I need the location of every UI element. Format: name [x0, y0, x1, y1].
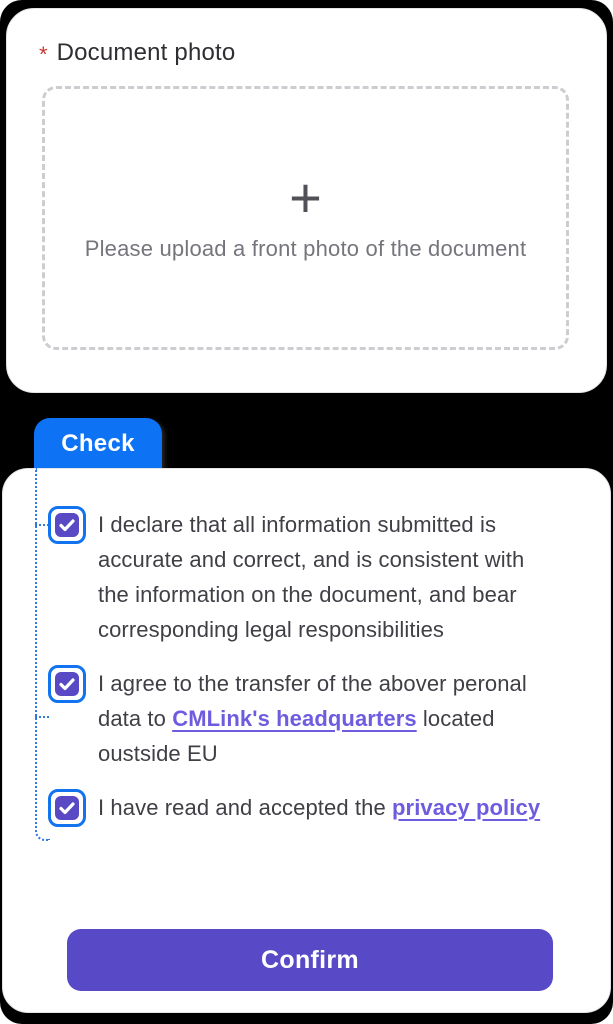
checkbox-label	[98, 665, 558, 771]
checkbox-row-declaration	[48, 506, 562, 647]
label-text: I agree to the transfer of the abover peronal data to	[98, 671, 527, 731]
checklist-rows	[48, 506, 562, 827]
transfer-checkbox[interactable]	[48, 665, 86, 703]
checkbox-row-privacy	[48, 789, 562, 827]
required-asterisk: *	[39, 42, 48, 67]
document-photo-label: Document photo	[56, 39, 236, 66]
checkbox-fill	[55, 672, 79, 696]
checkbox-fill	[55, 796, 79, 820]
privacy-checkbox[interactable]	[48, 789, 86, 827]
check-tab-label: Check	[61, 429, 135, 457]
link-privacy-policy[interactable]: privacy policy	[392, 795, 541, 820]
upload-hint: Please upload a front photo of the document	[84, 236, 527, 261]
label-text: I declare that all information submitted is accurate and correct, and is consistent with the information on the document, and bear corresponding legal responsibilities	[98, 512, 525, 642]
connector-stub	[35, 524, 49, 526]
upload-dropzone[interactable]	[42, 86, 569, 350]
checkbox-row-transfer	[48, 665, 562, 771]
checkmark-icon	[59, 802, 75, 815]
document-photo-card	[6, 8, 607, 393]
confirm-button-label: Confirm	[261, 945, 359, 974]
checkbox-label	[98, 789, 540, 825]
checkbox-label	[98, 506, 558, 647]
plus-icon: +	[289, 166, 322, 229]
declaration-checkbox[interactable]	[48, 506, 86, 544]
label-text: I have read and accepted the	[98, 795, 393, 820]
checkmark-icon	[59, 519, 75, 532]
checkbox-fill	[55, 513, 79, 537]
document-photo-label-row	[39, 39, 570, 68]
label-text: located oustside EU	[98, 706, 495, 766]
checkmark-icon	[59, 678, 75, 691]
checklist-card	[2, 468, 611, 1013]
link-cmlink-headquarters[interactable]: CMLink's headquarters	[172, 706, 417, 731]
check-tab[interactable]	[34, 418, 162, 469]
connector-stub	[35, 716, 49, 718]
confirm-button[interactable]	[67, 929, 553, 991]
